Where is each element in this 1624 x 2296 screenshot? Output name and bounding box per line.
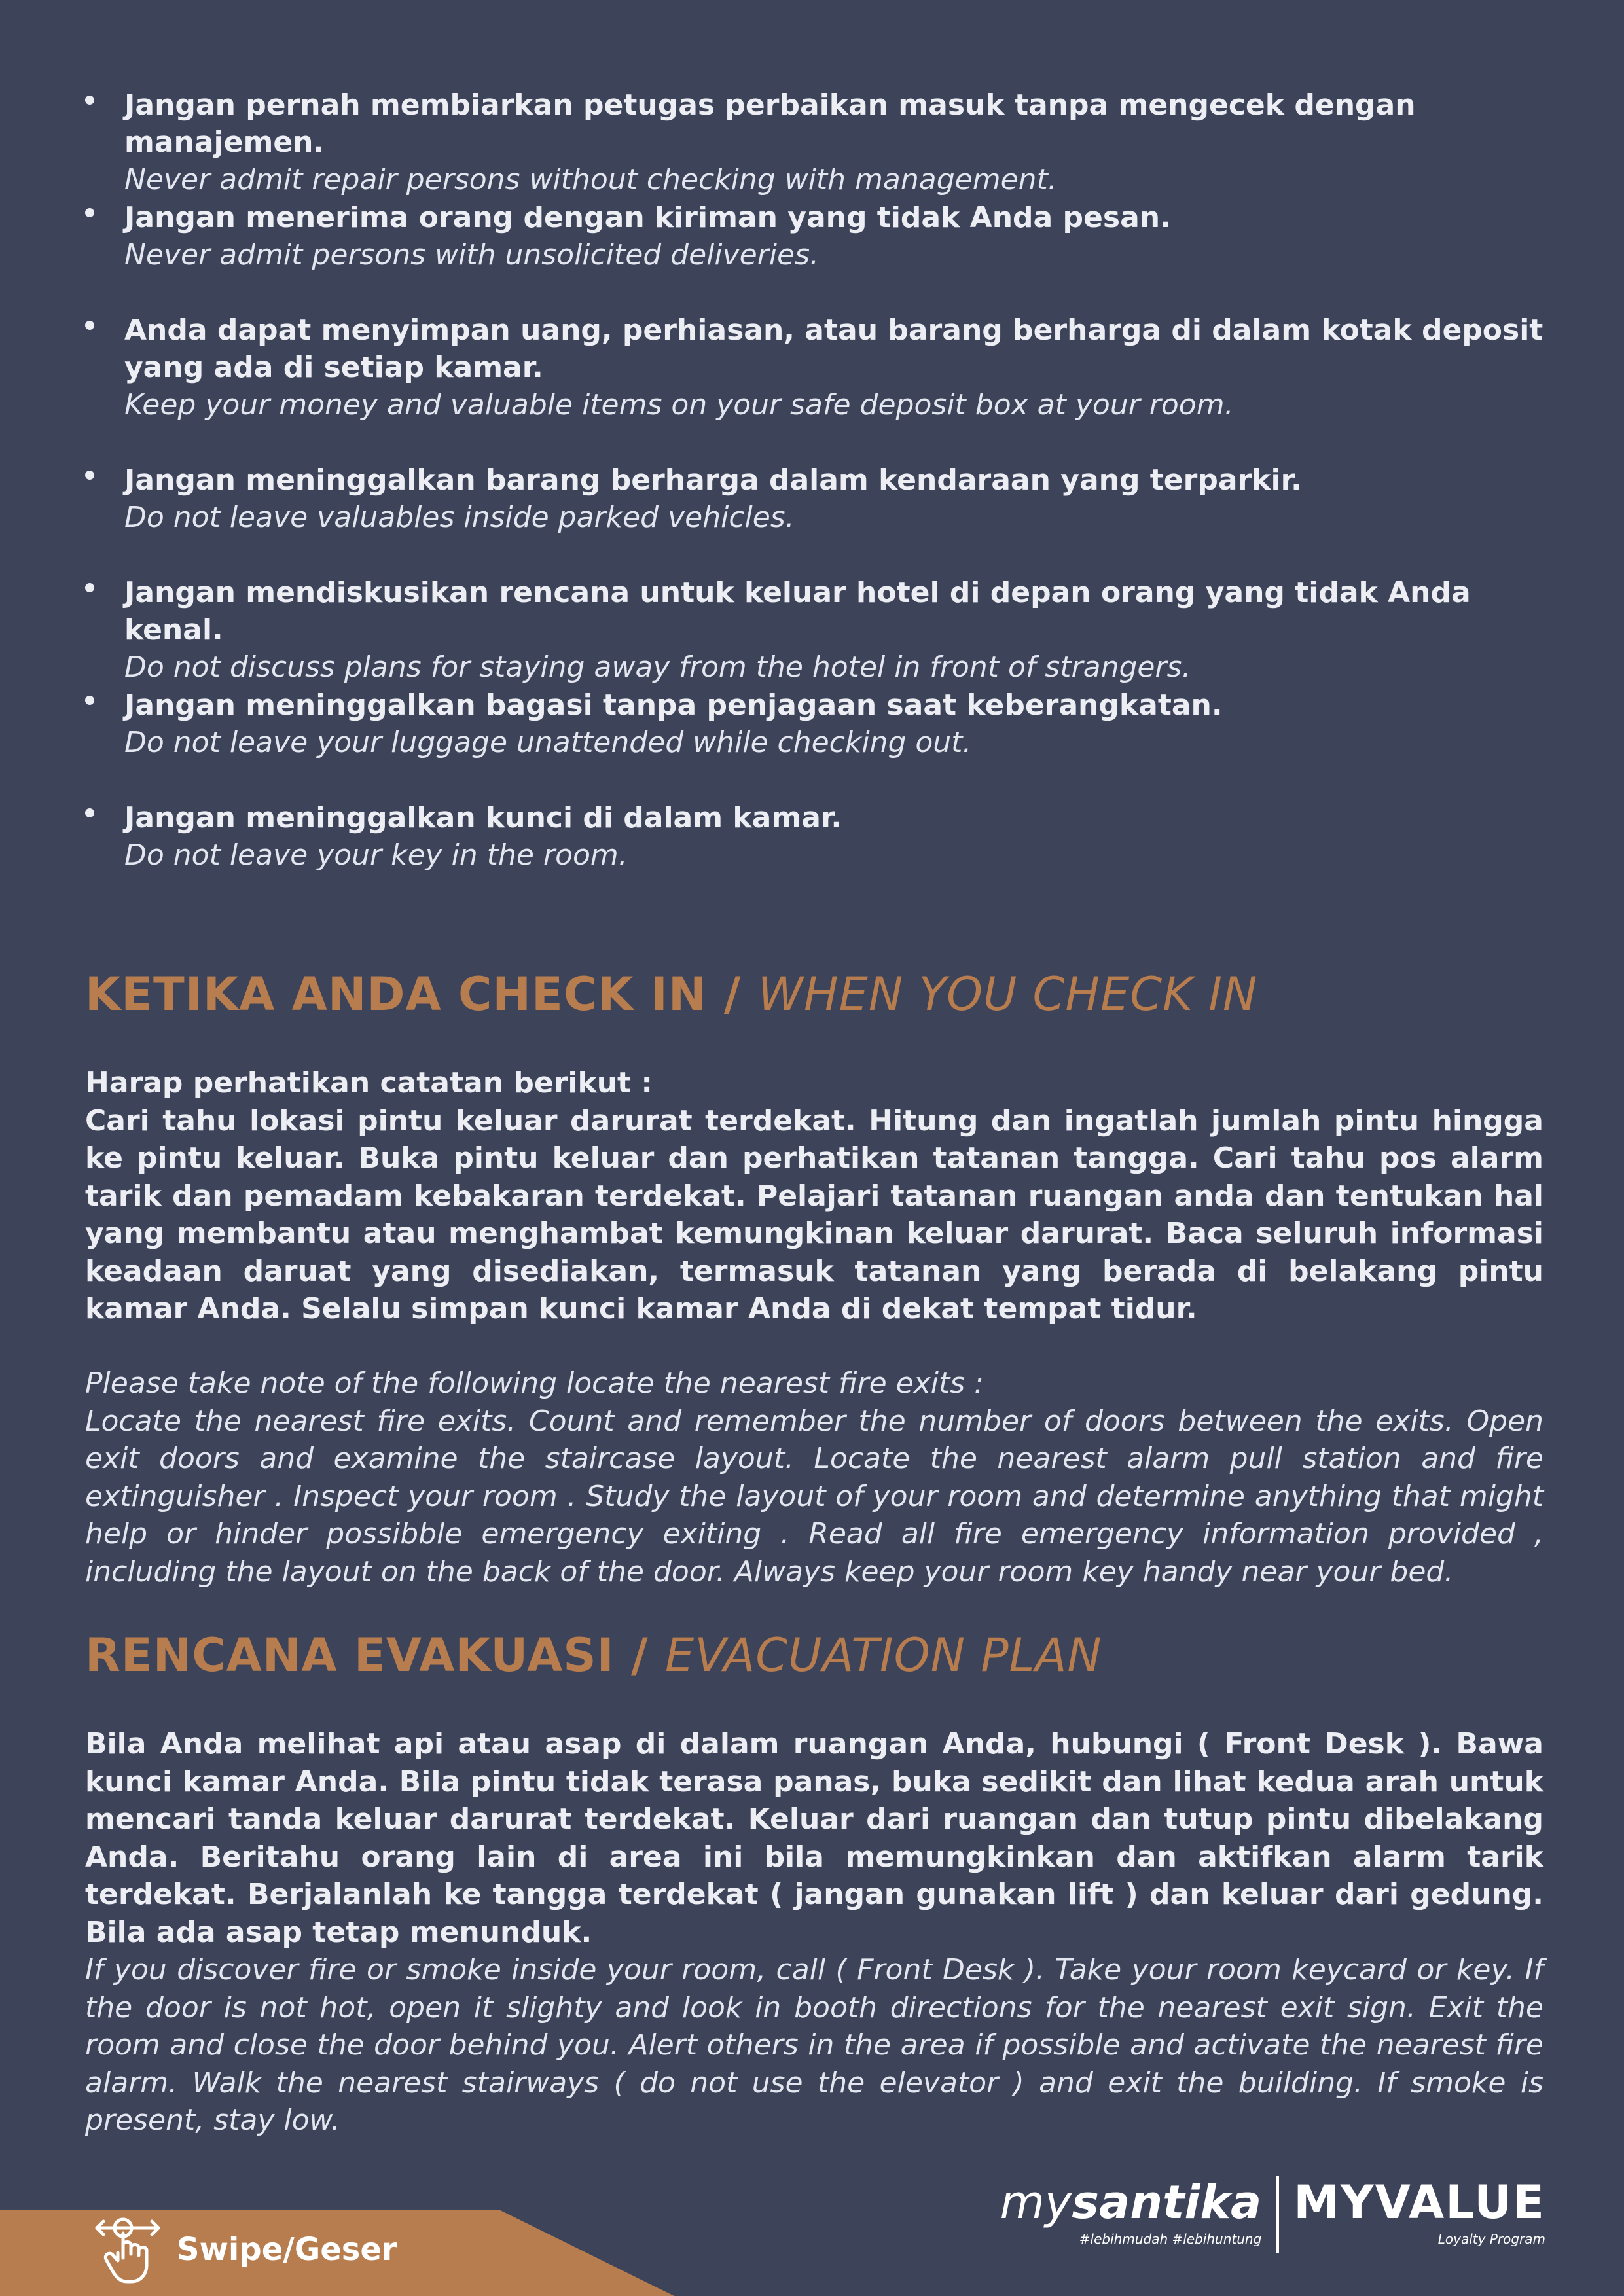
bullet-icon [85,696,94,705]
tip-indonesian: Jangan menerima orang dengan kiriman yang tidak Anda pesan. [124,201,1171,234]
list-item [85,461,1545,536]
checkin-indonesian-text [85,1064,1543,1328]
tip-indonesian: Jangan meninggalkan barang berharga dalam kendaraan yang terparkir. [124,463,1302,497]
bullet-icon [85,96,94,105]
list-item [85,199,1545,274]
bullet-icon [85,583,94,592]
checkin-heading [85,967,1257,1021]
tip-english: Never admit repair persons without checking with management. [124,163,1057,196]
tip-english: Do not leave your luggage unattended while checking out. [124,726,972,759]
brand-logo [1000,2176,1545,2253]
tip-indonesian: Jangan mendiskusikan rencana untuk keluar hotel di depan orang yang tidak Anda kenal. [124,576,1471,647]
swipe-label: Swipe/Geser [177,2231,397,2268]
evacuation-heading-indonesian: RENCANA EVAKUASI / [85,1628,666,1682]
bullet-icon [85,808,94,817]
evacuation-indonesian-body: Bila Anda melihat api atau asap di dalam ruangan Anda, hubungi ( Front Desk ). Bawa kunci kamar Anda. Bila pintu tidak terasa panas, buka sedikit dan lihat kedua arah untuk mencari tanda keluar darurat terdekat. Keluar dari ruangan dan tutup pintu dibelakang Anda. Beritahu orang lain di area ini bila memungkinkan dan aktifkan alarm tarik terdekat. Berjalanlah ke tangga terdekat ( jangan gunakan lift ) dan keluar dari gedung. Bila ada asap tetap menunduk. [85,1727,1543,1949]
tip-indonesian: Anda dapat menyimpan uang, perhiasan, atau barang berharga di dalam kotak deposit yang ada di setiap kamar. [124,314,1543,384]
tip-english: Do not leave valuables inside parked vehicles. [124,501,795,534]
brand-my: my [1000,2176,1072,2229]
list-item [85,86,1545,198]
tip-indonesian: Jangan meninggalkan bagasi tanpa penjagaan saat keberangkatan. [124,689,1223,722]
loyalty-program-label: Loyalty Program [1437,2231,1545,2247]
tip-english: Keep your money and valuable items on your safe deposit box at your room. [124,388,1234,422]
checkin-indonesian-body: Cari tahu lokasi pintu keluar darurat terdekat. Hitung dan ingatlah jumlah pintu hingga ke pintu keluar. Buka pintu keluar dan perhatikan tatanan tangga. Cari tahu pos alarm tarik dan pemadam kebakaran terdekat. Pelajari tatanan ruangan anda dan tentukan hal yang membantu atau menghambat kemungkinan keluar darurat. Baca seluruh informasi keadaan daruat yang disediakan, termasuk tatanan yang berada di belakang pintu kamar Anda. Selalu simpan kunci kamar Anda di dekat tempat tidur. [85,1103,1543,1325]
logo-divider [1276,2176,1279,2253]
checkin-heading-english: WHEN YOU CHECK IN [757,967,1258,1021]
list-item [85,312,1545,423]
checkin-indonesian-intro: Harap perhatikan catatan berikut : [85,1066,653,1100]
swipe-hand-icon [92,2214,164,2286]
evacuation-english-text [85,1951,1543,2140]
brand-santika: santika [1072,2176,1262,2229]
list-item [85,574,1545,686]
tip-indonesian: Jangan pernah membiarkan petugas perbaikan masuk tanpa mengecek dengan manajemen. [124,88,1416,159]
list-item [85,799,1545,874]
myvalue-wordmark: MYVALUE [1293,2176,1545,2229]
checkin-english-intro: Please take note of the following locate the nearest fire exits : [85,1367,984,1400]
swipe-button[interactable] [92,2214,397,2286]
tip-english: Do not leave your key in the room. [124,838,628,872]
evacuation-english-body: If you discover fire or smoke inside your room, call ( Front Desk ). Take your room keycard or key. If the door is not hot, open it slighty and look in booth directions for the nearest exit sign. Exit the room and close the door behind you. Alert others in the area if possible and activate the nearest fire alarm. Walk the nearest stairways ( do not use the elevator ) and exit the building. If smoke is present, stay low. [85,1953,1543,2137]
tip-indonesian: Jangan meninggalkan kunci di dalam kamar. [124,801,842,834]
mysantika-logo [1000,2176,1262,2247]
tip-english: Do not discuss plans for staying away from the hotel in front of strangers. [124,651,1191,684]
tip-english: Never admit persons with unsolicited deliveries. [124,238,820,272]
bullet-icon [85,208,94,217]
checkin-heading-indonesian: KETIKA ANDA CHECK IN / [85,967,758,1021]
checkin-english-text [85,1365,1543,1590]
list-item [85,687,1545,761]
evacuation-heading [85,1628,1102,1682]
bullet-icon [85,471,94,480]
myvalue-logo [1293,2176,1545,2247]
evacuation-indonesian-text [85,1725,1543,1951]
bullet-icon [85,321,94,330]
brand-tagline: #lebihmudah #lebihuntung [1079,2231,1262,2247]
checkin-english-body: Locate the nearest fire exits. Count and remember the number of doors between the exits. Open exit doors and examine the staircase layout. Locate the nearest alarm pull station and fire extinguisher . Inspect your room . Study the layout of your room and determine anything that might help or hinder possibble emergency exiting . Read all fire emergency information provided , including the layout on the back of the door. Always keep your room key handy near your bed. [85,1404,1543,1588]
evacuation-heading-english: EVACUATION PLAN [665,1628,1102,1682]
